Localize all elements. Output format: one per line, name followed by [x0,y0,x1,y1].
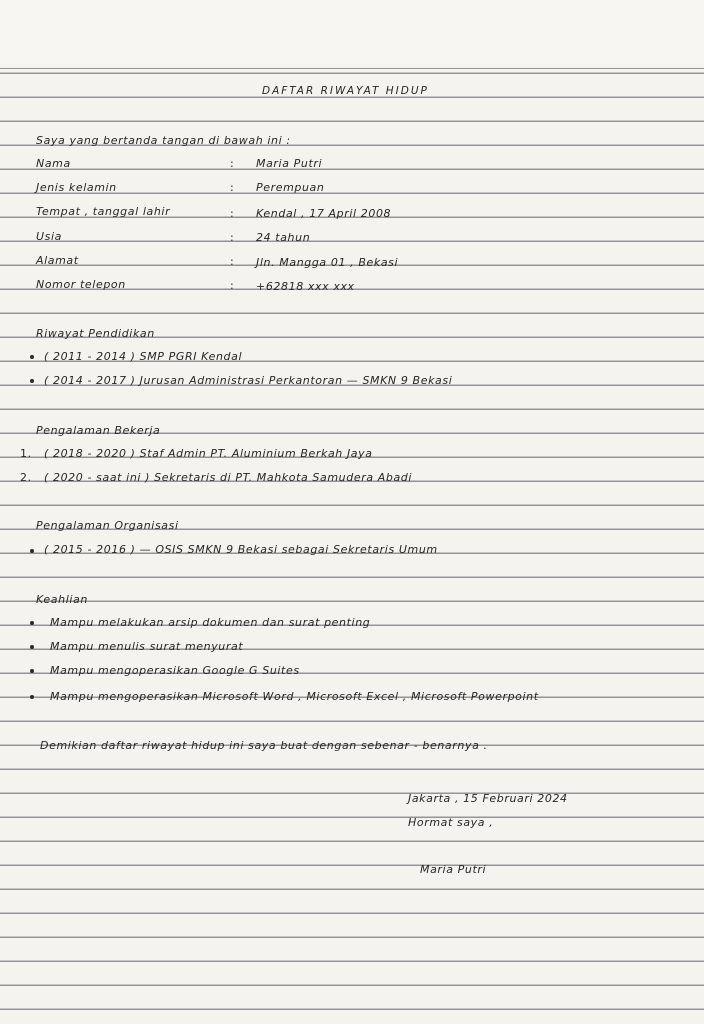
work-item: ( 2020 - saat ini ) Sekretaris di PT. Mahkota Samudera Abadi [44,471,413,484]
paper-top-margin [0,0,704,64]
signature-name: Maria Putri [420,863,487,876]
skill-item: Mampu melakukan arsip dokumen dan surat penting [50,616,371,629]
bullet-icon [30,355,34,359]
education-item: ( 2014 - 2017 ) Jurusan Administrasi Perkantoran — SMKN 9 Bekasi [44,374,453,387]
regards: Hormat saya , [408,816,494,829]
colon: : [230,255,235,268]
intro-text: Saya yang bertanda tangan di bawah ini : [36,134,291,147]
skills-heading: Keahlian [36,593,88,606]
work-item-number: 1. [20,447,32,460]
label-jenis-kelamin: Jenis kelamin [36,181,117,194]
label-nomor-telepon: Nomor telepon [36,278,126,291]
colon: : [230,181,235,194]
skill-item: Mampu mengoperasikan Microsoft Word , Microsoft Excel , Microsoft Powerpoint [50,690,539,703]
work-item-number: 2. [20,471,32,484]
colon: : [230,207,235,220]
label-nama: Nama [36,157,71,170]
label-alamat: Alamat [36,254,79,267]
education-item: ( 2011 - 2014 ) SMP PGRI Kendal [44,350,243,363]
bullet-icon [30,645,34,649]
value-usia: 24 tahun [256,231,311,244]
colon: : [230,231,235,244]
closing-statement: Demikian daftar riwayat hidup ini saya buat dengan sebenar - benarnya . [40,739,488,752]
organization-heading: Pengalaman Organisasi [36,519,179,532]
label-usia: Usia [36,230,62,243]
bullet-icon [30,621,34,625]
page-title: DAFTAR RIWAYAT HIDUP [262,85,429,97]
education-heading: Riwayat Pendidikan [36,327,155,340]
top-rule [0,68,704,69]
colon: : [230,279,235,292]
value-tempat-tanggal-lahir: Kendal , 17 April 2008 [256,207,392,220]
value-nama: Maria Putri [256,157,323,170]
bullet-icon [30,379,34,383]
bullet-icon [30,669,34,673]
work-item: ( 2018 - 2020 ) Staf Admin PT. Aluminium Berkah Jaya [44,447,373,460]
label-tempat-tanggal-lahir: Tempat , tanggal lahir [36,205,171,218]
skill-item: Mampu mengoperasikan Google G Suites [50,664,300,677]
value-nomor-telepon: +62818 xxx xxx [256,280,355,293]
value-alamat: Jln. Mangga 01 , Bekasi [256,256,399,269]
organization-item: ( 2015 - 2016 ) — OSIS SMKN 9 Bekasi sebagai Sekretaris Umum [44,543,438,556]
colon: : [230,157,235,170]
work-heading: Pengalaman Bekerja [36,424,161,437]
place-date: Jakarta , 15 Februari 2024 [408,792,568,805]
bullet-icon [30,695,34,699]
bullet-icon [30,549,34,553]
value-jenis-kelamin: Perempuan [256,181,325,194]
skill-item: Mampu menulis surat menyurat [50,640,244,653]
